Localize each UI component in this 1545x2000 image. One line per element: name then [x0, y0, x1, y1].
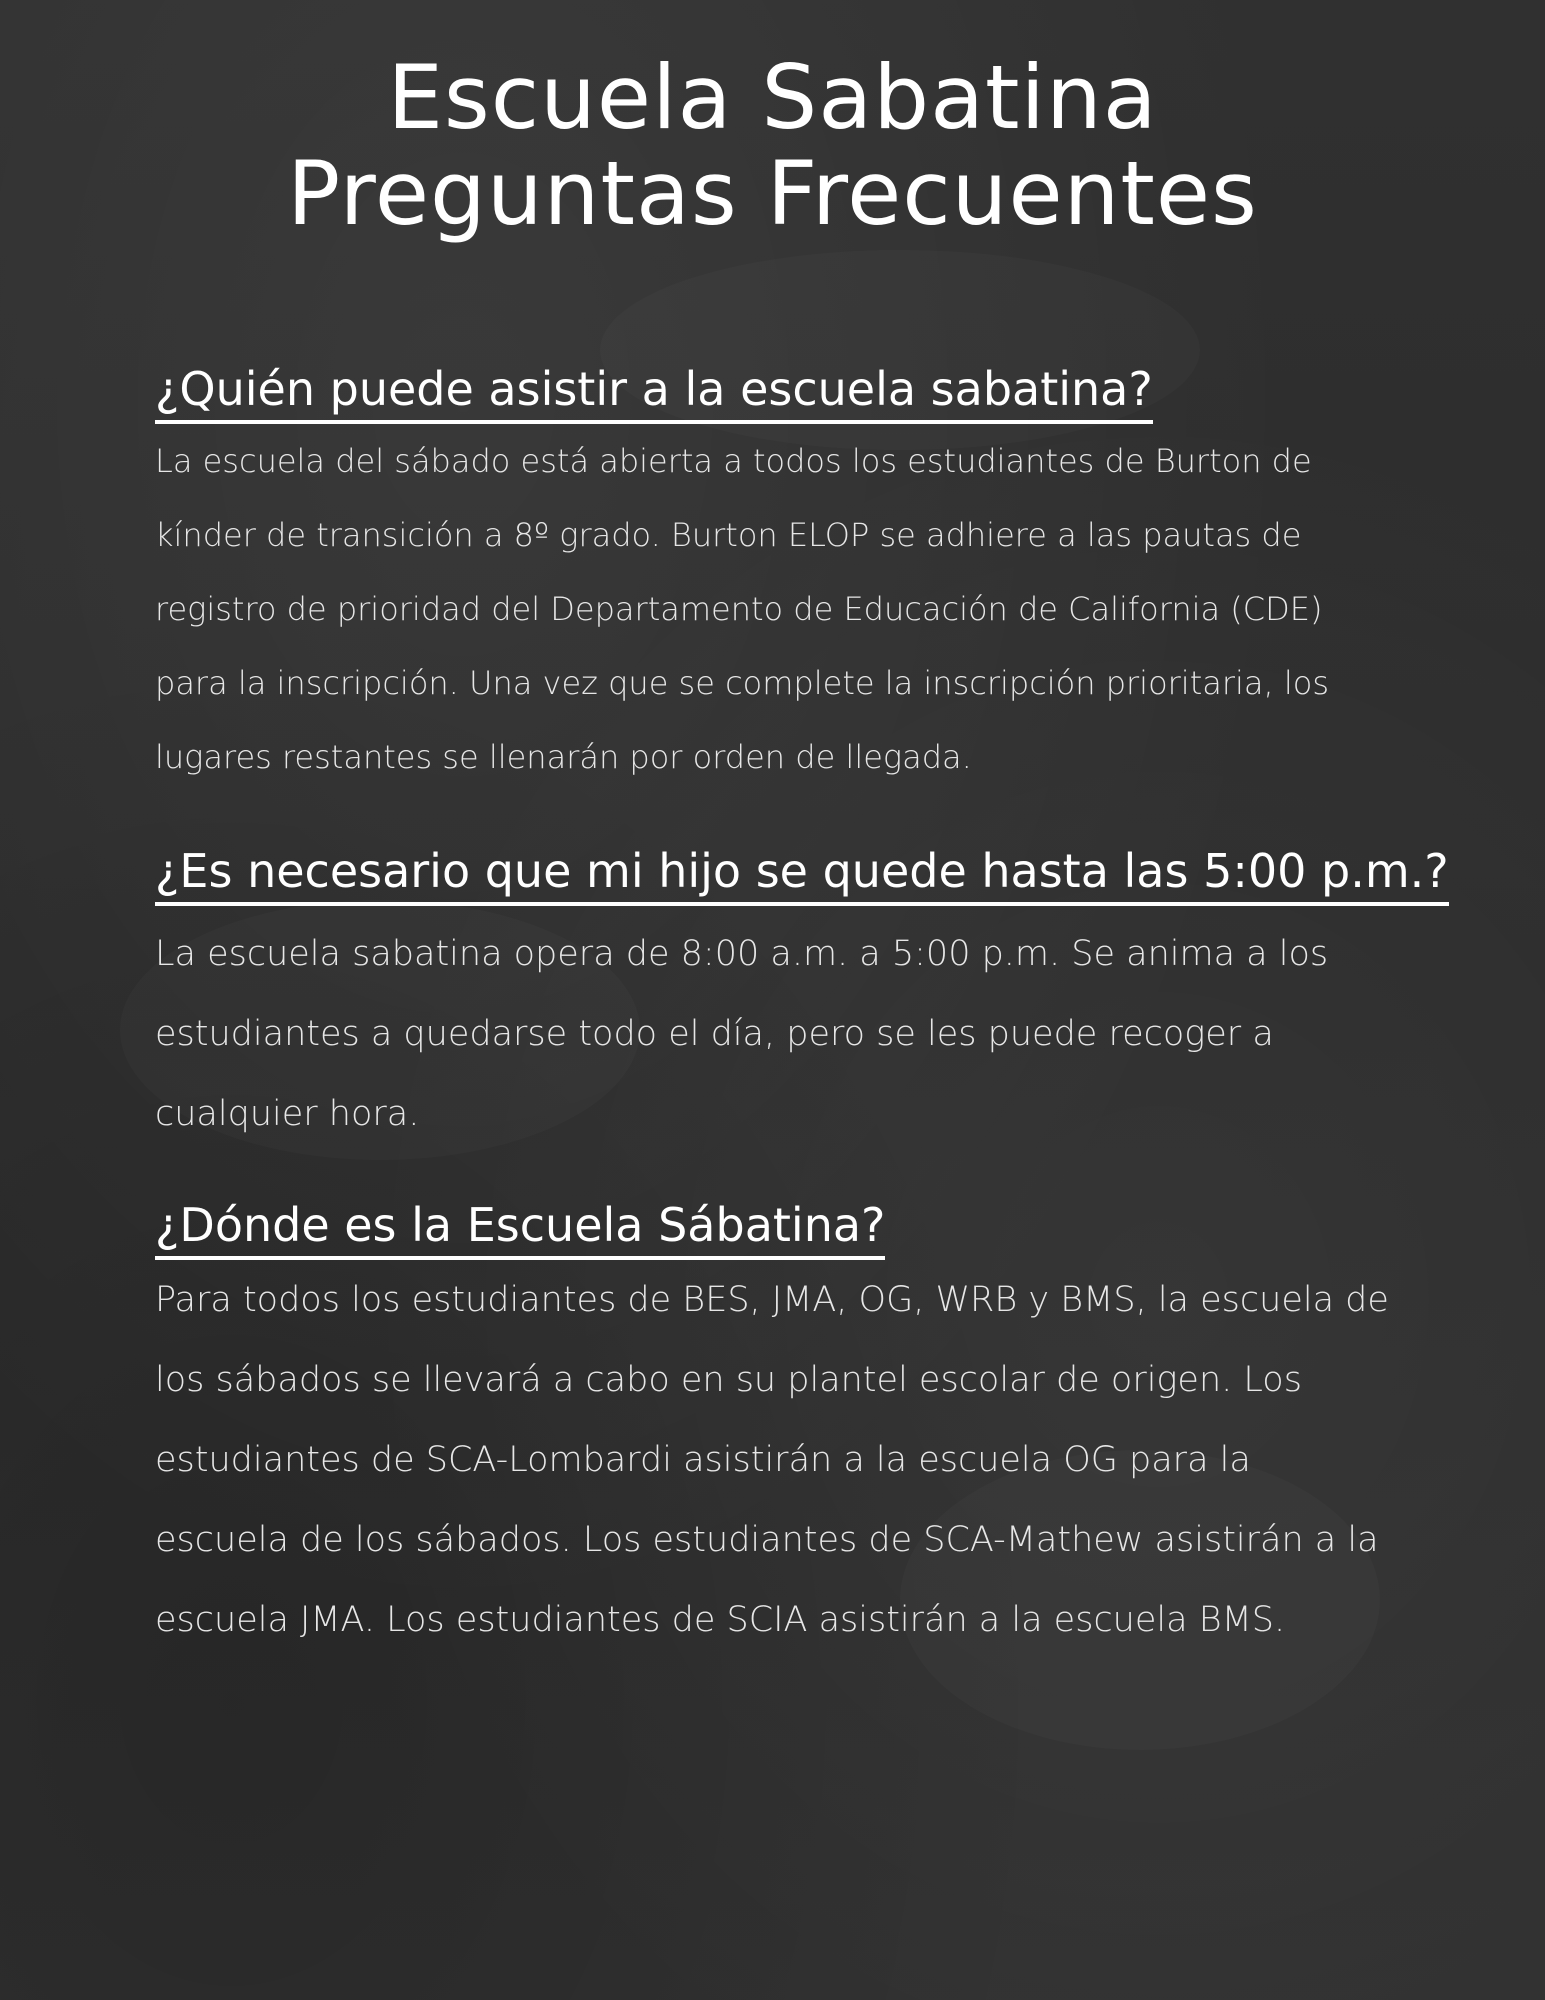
faq-question: ¿Dónde es la Escuela Sábatina? [155, 1196, 885, 1260]
faq-section-where [155, 1196, 1395, 1660]
title-line-2: Preguntas Frecuentes [287, 142, 1258, 245]
page-title [0, 46, 1545, 245]
faq-section-hours [155, 842, 1449, 1154]
faq-section-who [155, 360, 1395, 794]
faq-answer: La escuela sabatina opera de 8:00 a.m. a 5:00 p.m. Se anima a los estudiantes a quedarse todo el día, pero se les puede recoger a cualquier hora. [155, 934, 1329, 1134]
title-line-1: Escuela Sabatina [387, 46, 1158, 149]
faq-question: ¿Es necesario que mi hijo se quede hasta las 5:00 p.m.? [155, 842, 1449, 906]
faq-answer: Para todos los estudiantes de BES, JMA, OG, WRB y BMS, la escuela de los sábados se llevará a cabo en su plantel escolar de origen. Los estudiantes de SCA-Lombardi asistirán a la escuela OG para la escuela de los sábados. Los estudiantes de SCA-Mathew asistirán a la escuela JMA. Los estudiantes de SCIA asistirán a la escuela BMS. [155, 1280, 1389, 1640]
faq-question: ¿Quién puede asistir a la escuela sabatina? [155, 360, 1153, 424]
faq-answer: La escuela del sábado está abierta a todos los estudiantes de Burton de kínder de transición a 8º grado. Burton ELOP se adhiere a las pautas de registro de prioridad del Departamento de Educación de California (CDE) para la inscripción. Una vez que se complete la inscripción prioritaria, los lugares restantes se llenarán por orden de llegada. [155, 442, 1329, 776]
